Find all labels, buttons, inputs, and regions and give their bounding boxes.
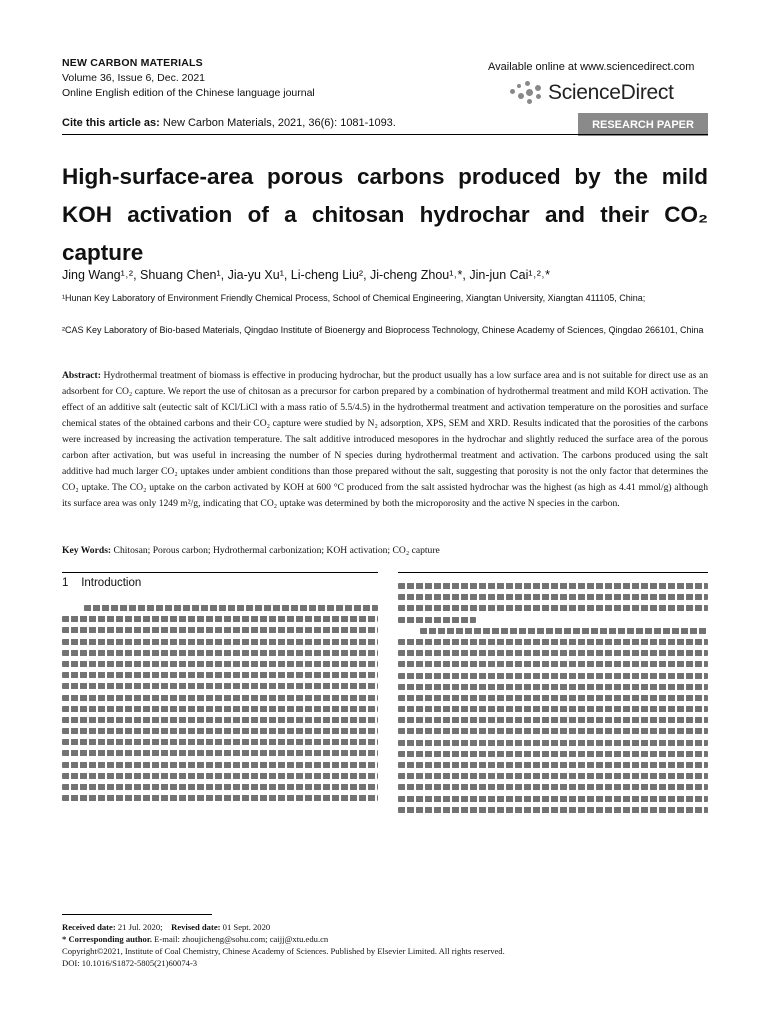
right-column-rule [398,572,708,573]
journal-name: NEW CARBON MATERIALS [62,57,203,69]
section-heading [62,577,141,589]
doi-line[interactable]: DOI: 10.1016/S1872-5805(21)60074-3 [62,958,198,968]
affiliation-2: ²CAS Key Laboratory of Bio-based Materials, Qingdao Institute of Bioenergy and Bioprocess Technology, Chinese Academy of Sciences, Qingdao 266101, China [62,325,704,335]
sciencedirect-logo[interactable] [510,80,674,106]
corresponding-author: * Corresponding author. E-mail: zhoujicheng@sohu.com; caijj@xtu.edu.cn [62,934,329,944]
affiliation-1: ¹Hunan Key Laboratory of Environment Friendly Chemical Process, School of Chemical Engineering, Xiangtan University, Xiangtan 411105, China; [62,293,646,303]
edition-info: Online English edition of the Chinese language journal [62,87,315,99]
paper-title: High-surface-area porous carbons produced by the mild KOH activation of a chitosan hydrochar and their CO₂ capture [62,164,708,265]
left-column-body [62,600,378,806]
abstract-text: Hydrothermal treatment of biomass is effective in producing hydrochar, but the product usually has a low surface area and is not suitable for direct use as an adsorbent for CO₂ capture. We report the use of chitosan as a precursor for carbon prepared by a combination of hydrothermal treatment and mild KOH activation. The effect of an additive salt (eutectic salt of KCl/LiCl with a mass ratio of 5.5/4.5) in the hydrothermal treatment and activation temperature on the porosities and surface chemical states of the obtained carbons and their CO₂ capture were studied by N₂ adsorption, XPS, SEM and XRD. Results indicated that the porosities of the carbons were increased by increasing the activation temperature. The salt additive introduced mesopores in the hydrochar and slightly reduced the surface area of the porous carbon after activation, but was useful in increasing the number of N species during hydrothermal treatment and activation. The carbons produced using the salt additive had much larger CO₂ uptakes under ambient conditions than those prepared without the salt, suggesting that porosity is not the only factor that determines the CO₂ uptake. The CO₂ uptake on the carbon activated by KOH at 600 °C produced from the salt assisted hydrochar was the highest (as high as 4.41 mmol/g) although its surface area was only 1249 m²/g, indicating that CO₂ uptake was determined by both the microporosity and the active N species in the carbon. [62,370,708,509]
copyright-line: Copyright©2021, Institute of Coal Chemistry, Chinese Academy of Sciences. Published by Elsevier Limited. All rights reserved. [62,946,505,956]
footnote-rule [62,914,212,915]
citation-line [62,117,396,129]
left-column-rule [62,572,378,573]
keywords [62,545,708,556]
sciencedirect-dots-icon [510,80,544,106]
volume-info: Volume 36, Issue 6, Dec. 2021 [62,72,206,84]
header-divider [62,134,708,135]
keywords-label: Key Words: [62,545,112,556]
keywords-text: Chitosan; Porous carbon; Hydrothermal carbonization; KOH activation; CO₂ capture [113,545,440,556]
abstract-label: Abstract: [62,370,101,381]
cite-text: New Carbon Materials, 2021, 36(6): 1081-1093. [162,117,396,129]
right-column-body [398,578,708,818]
sciencedirect-wordmark: ScienceDirect [548,81,674,104]
author-list: Jing Wang¹˒², Shuang Chen¹, Jia-yu Xu¹, Li-cheng Liu², Ji-cheng Zhou¹˒*, Jin-jun Cai¹˒²˒* [62,268,550,282]
research-paper-badge: RESEARCH PAPER [578,113,708,136]
section-title: Introduction [81,577,142,589]
received-dates: Received date: 21 Jul. 2020; Revised date: 01 Sept. 2020 [62,922,271,932]
availability-link[interactable]: Available online at www.sciencedirect.com [488,61,695,73]
cite-label: Cite this article as: [62,117,160,129]
abstract [62,368,708,512]
section-number: 1 [62,577,69,589]
